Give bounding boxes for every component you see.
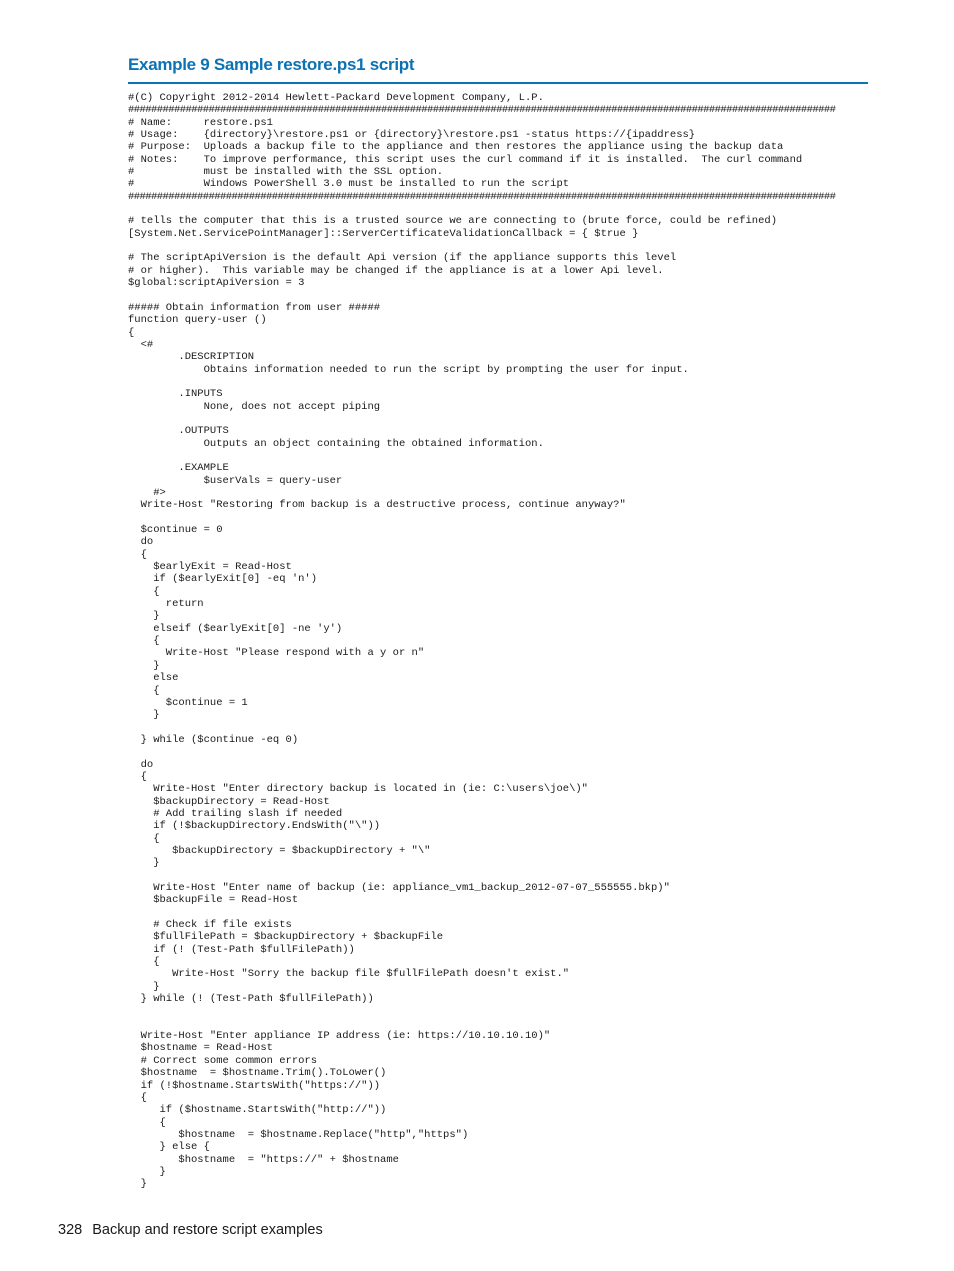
code-line	[128, 870, 868, 882]
code-line	[128, 413, 868, 425]
code-line: function query-user ()	[128, 314, 267, 327]
code-line: Write-Host "Enter name of backup (ie: appliance_vm1_backup_2012-07-07_555555.bkp)"	[128, 882, 670, 894]
code-line: if ($hostname.StartsWith("http://"))	[128, 1104, 387, 1117]
code-line: }	[128, 709, 160, 722]
code-line	[128, 1018, 868, 1030]
code-line	[128, 290, 868, 302]
code-line: $userVals = query-user	[128, 474, 343, 487]
code-line: .INPUTS	[128, 388, 223, 401]
code-line: ###########################################################################################################################	[128, 190, 836, 203]
code-line: $backupDirectory = Read-Host	[128, 795, 330, 808]
code-line: Obtains information needed to run the script by prompting the user for input.	[128, 363, 689, 376]
code-line: Write-Host "Sorry the backup file $fullFilePath doesn't exist."	[128, 968, 570, 981]
code-line: # The scriptApiVersion is the default Api version (if the appliance supports this level	[128, 252, 677, 265]
code-block	[128, 92, 868, 1191]
code-line: # Correct some common errors	[128, 1054, 318, 1067]
code-line: }	[128, 1178, 147, 1191]
code-line: else	[128, 672, 179, 685]
code-line: # must be installed with the SSL option.	[128, 166, 444, 179]
code-line	[128, 1005, 868, 1017]
code-line: $hostname = "https://" + $hostname	[128, 1153, 399, 1166]
code-line: # Usage: {directory}\restore.ps1 or {directory}\restore.ps1 -status https://{ipaddress}	[128, 129, 696, 142]
code-line: {	[128, 585, 160, 598]
code-line: $hostname = $hostname.Trim().ToLower()	[128, 1067, 387, 1080]
code-line: $fullFilePath = $backupDirectory + $backupFile	[128, 931, 444, 944]
code-line: # Windows PowerShell 3.0 must be installed to run the script	[128, 178, 570, 191]
code-line: return	[128, 598, 204, 611]
code-line: #>	[128, 487, 166, 499]
code-line: {	[128, 1091, 147, 1104]
code-line: }	[128, 1165, 166, 1178]
code-line	[128, 240, 868, 252]
example-title: Example 9 Sample restore.ps1 script	[128, 55, 868, 84]
code-line: ###########################################################################################################################	[128, 104, 836, 117]
code-line	[128, 907, 868, 919]
code-line: Write-Host "Please respond with a y or n"	[128, 647, 425, 660]
code-line: } while (! (Test-Path $fullFilePath))	[128, 993, 374, 1006]
page-footer	[58, 1222, 323, 1238]
code-line: # or higher). This variable may be changed if the appliance is at a lower Api level.	[128, 264, 664, 277]
footer-section-title: Backup and restore script examples	[92, 1222, 323, 1238]
code-line: [System.Net.ServicePointManager]::ServerCertificateValidationCallback = { $true }	[128, 227, 639, 240]
code-line: if (! (Test-Path $fullFilePath))	[128, 943, 355, 956]
code-line: .EXAMPLE	[128, 462, 229, 475]
code-line: $continue = 1	[128, 696, 248, 709]
code-line: $earlyExit = Read-Host	[128, 561, 292, 574]
code-line: .OUTPUTS	[128, 425, 229, 438]
code-line: $backupFile = Read-Host	[128, 894, 299, 907]
code-line: {	[128, 832, 160, 845]
code-line: $hostname = Read-Host	[128, 1042, 273, 1055]
code-line: Write-Host "Enter appliance IP address (ie: https://10.10.10.10)"	[128, 1030, 551, 1043]
code-line: # Purpose: Uploads a backup file to the appliance and then restores the appliance using the backup data	[128, 141, 784, 154]
code-line: }	[128, 610, 160, 623]
code-line: None, does not accept piping	[128, 400, 381, 413]
code-line: do	[128, 536, 154, 549]
code-line: Write-Host "Restoring from backup is a destructive process, continue anyway?"	[128, 499, 626, 512]
code-line: if ($earlyExit[0] -eq 'n')	[128, 573, 318, 586]
code-line: elseif ($earlyExit[0] -ne 'y')	[128, 622, 343, 635]
code-line: }	[128, 857, 160, 870]
code-line	[128, 722, 868, 734]
code-line: Outputs an object containing the obtained information.	[128, 437, 544, 450]
code-line: {	[128, 956, 160, 969]
code-line	[128, 746, 868, 758]
code-line: if (!$backupDirectory.EndsWith("\"))	[128, 820, 381, 833]
code-line: }	[128, 659, 160, 672]
code-line: if (!$hostname.StartsWith("https://"))	[128, 1079, 381, 1092]
code-line: # Notes: To improve performance, this script uses the curl command if it is installed. The curl command	[128, 153, 803, 166]
code-line: } else {	[128, 1141, 210, 1154]
code-line: {	[128, 326, 135, 339]
code-line: Write-Host "Enter directory backup is located in (ie: C:\users\joe\)"	[128, 783, 588, 796]
code-line	[128, 203, 868, 215]
page-number: 328	[58, 1222, 83, 1238]
code-line: $global:scriptApiVersion = 3	[128, 277, 305, 290]
code-line: $continue = 0	[128, 524, 223, 537]
code-line	[128, 450, 868, 462]
code-line: $hostname = $hostname.Replace("http","https")	[128, 1128, 469, 1141]
code-line: {	[128, 548, 147, 561]
code-line: .DESCRIPTION	[128, 351, 255, 364]
code-line: {	[128, 635, 160, 648]
code-line: # Add trailing slash if needed	[128, 807, 343, 820]
code-line: # Name: restore.ps1	[128, 116, 273, 129]
code-line: #(C) Copyright 2012-2014 Hewlett-Packard Development Company, L.P.	[128, 92, 544, 104]
code-line: ##### Obtain information from user #####	[128, 301, 381, 314]
code-line: {	[128, 1116, 166, 1129]
code-line: <#	[128, 338, 154, 351]
code-line: {	[128, 770, 147, 783]
code-line: # tells the computer that this is a trusted source we are connecting to (brute force, could be refined)	[128, 215, 778, 228]
code-line: do	[128, 758, 154, 771]
code-line: # Check if file exists	[128, 919, 292, 932]
code-line: $backupDirectory = $backupDirectory + "\"	[128, 844, 431, 857]
code-line	[128, 512, 868, 524]
code-line: } while ($continue -eq 0)	[128, 733, 299, 746]
code-line: {	[128, 684, 160, 697]
code-line: }	[128, 980, 160, 993]
code-line	[128, 376, 868, 388]
